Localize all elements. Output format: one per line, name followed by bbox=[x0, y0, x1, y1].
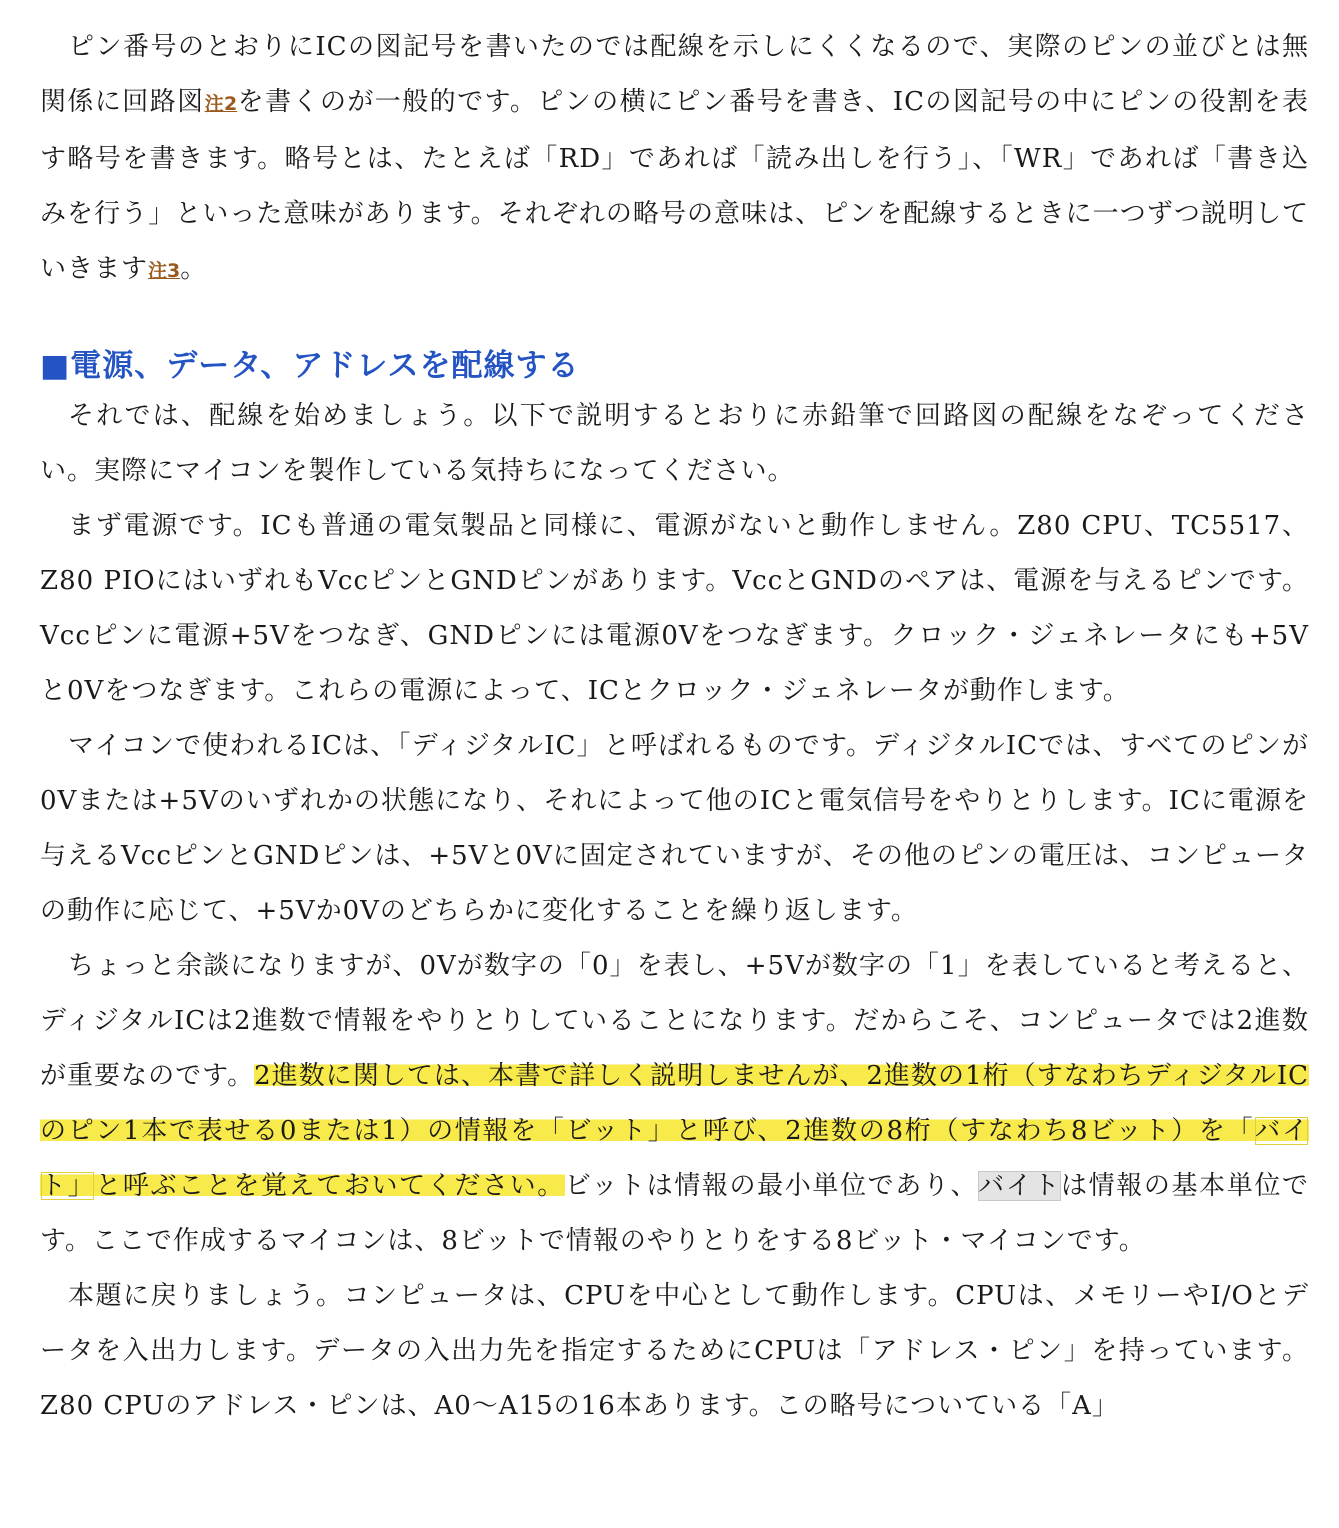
highlighted-text[interactable]: と呼ぶことを覚えておいてください。 bbox=[95, 1171, 565, 1201]
search-match-word[interactable]: バイト bbox=[978, 1171, 1061, 1201]
paragraph-cpu-address: 本題に戻りましょう。コンピュータは、CPUを中心として動作します。CPUは、メモリーやI/Oとデータを入出力します。データの入出力先を指定するためにCPUは「アドレス・ピン」を持っています。Z80 CPUのアドレス・ピンは、A0～A15の16本あります。この略号についている「A」 bbox=[40, 1281, 1309, 1421]
paragraph-text: ビットは情報の最小単位であり、 bbox=[564, 1171, 979, 1201]
paragraph-text: ちょっと余談になりますが、0Vが数字の「0」を表し、+5Vが数字の「1」を表していると考えると、ディジタルICは2進数で情報をやりとりしていることになります。だからこそ、コンピュータでは2進数が重要なのです。 bbox=[40, 951, 1309, 1091]
footnote-link-2[interactable]: 注2 bbox=[204, 93, 238, 115]
paragraph-text: を書くのが一般的です。ピンの横にピン番号を書き、ICの図記号の中にピンの役割を表す略号を書きます。略号とは、たとえば「RD」であれば「読み出しを行う」、「WR」であれば「書き込みを行う」といった意味があります。それぞれの略号の意味は、ピンを配線するときに一つずつ説明していきます bbox=[40, 87, 1309, 284]
highlighted-selected-word[interactable]: バイト」 bbox=[40, 1116, 1309, 1201]
paragraph-text: は情報の基本単位です。ここで作成するマイコンは、8ビットで情報のやりとりをする8ビット・マイコンです。 bbox=[40, 1171, 1309, 1256]
paragraph-text: 。 bbox=[180, 254, 208, 284]
paragraph-pin-numbers bbox=[40, 20, 1309, 299]
paragraph-start-wiring: それでは、配線を始めましょう。以下で説明するとおりに赤鉛筆で回路図の配線をなぞってください。実際にマイコンを製作している気持ちになってください。 bbox=[40, 401, 1309, 486]
footnote-link-3[interactable]: 注3 bbox=[148, 260, 181, 282]
paragraph-power: まず電源です。ICも普通の電気製品と同様に、電源がないと動作しません。Z80 CPU、TC5517、Z80 PIOにはいずれもVccピンとGNDピンがあります。VccとGNDのペアは、電源を与えるピンです。Vccピンに電源+5Vをつなぎ、GNDピンには電源0Vをつなぎます。クロック・ジェネレータにも+5Vと0Vをつなぎます。これらの電源によって、ICとクロック・ジェネレータが動作します。 bbox=[40, 511, 1309, 706]
highlighted-text[interactable]: 2進数に関しては、本書で詳しく説明しませんが、2進数の1桁（すなわちディジタルICのピン1本で表せる0または1）の情報を「ビット」と呼び、2進数の8桁（すなわち8ビット）を「 bbox=[40, 1061, 1310, 1146]
section-heading: ■電源、データ、アドレスを配線する bbox=[40, 348, 580, 384]
paragraph-digital-ic: マイコンで使われるICは、「ディジタルIC」と呼ばれるものです。ディジタルICでは、すべてのピンが0Vまたは+5Vのいずれかの状態になり、それによって他のICと電気信号をやりとりします。ICに電源を与えるVccピンとGNDピンは、+5Vと0Vに固定されていますが、その他のピンの電圧は、コンピュータの動作に応じて、+5Vか0Vのどちらかに変化することを繰り返します。 bbox=[40, 731, 1309, 926]
paragraph-text: ピン番号のとおりにICの図記号を書いたのでは配線を示しにくくなるので、実際のピンの並びとは無関係に回路図 bbox=[40, 32, 1309, 117]
paragraph-binary bbox=[40, 939, 1309, 1269]
